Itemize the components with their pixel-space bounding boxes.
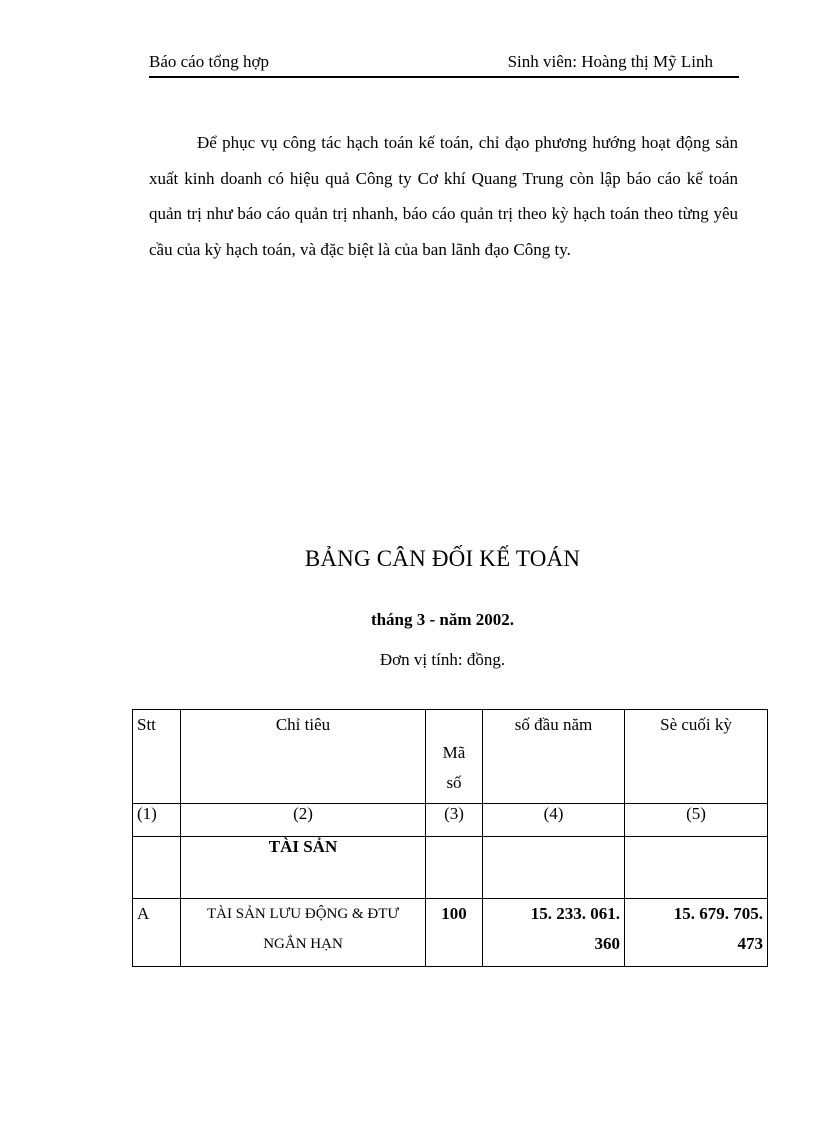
row-so-cuoi-ky: 15. 679. 705. 473 [625,899,768,967]
col-number: (1) [133,804,181,837]
page-header [149,52,739,78]
header-student-name: Sinh viên: Hoàng thị Mỹ Linh [507,52,713,71]
header-so-dau-nam: số đầu năm [483,710,625,804]
row-so-dau-nam: 15. 233. 061. 360 [483,899,625,967]
header-report-title: Báo cáo tổng hợp [149,52,269,71]
col-number: (2) [181,804,426,837]
col-number: (4) [483,804,625,837]
header-ma-so: Mã số [426,710,483,804]
col-number: (3) [426,804,483,837]
row-ma-so: 100 [426,899,483,967]
balance-sheet-unit: Đơn vị tính: đồng. [379,650,506,669]
header-stt: Stt [133,710,181,804]
section-row [133,837,768,899]
balance-sheet-table [132,709,768,967]
row-chi-tieu: TÀI SẢN LƯU ĐỘNG & ĐTƯ NGẮN HẠN [181,899,426,967]
table-row [133,899,768,967]
row-stt: A [133,899,181,967]
table-header-row [133,710,768,804]
balance-sheet-title: BẢNG CÂN ĐỐI KẾ TOÁN [304,546,581,571]
header-chi-tieu: Chỉ tiêu [181,710,426,804]
intro-paragraph: Để phục vụ công tác hạch toán kế toán, chỉ đạo phương hướng hoạt động sản xuất kinh doanh có hiệu quả Công ty Cơ khí Quang Trung còn lập báo cáo kế toán quản trị như báo cáo quản trị nhanh, báo cáo quản trị theo kỳ hạch toán theo từng yêu cầu của kỳ hạch toán, và đặc biệt là của ban lãnh đạo Công ty. [149,133,738,259]
section-label: TÀI SẢN [181,837,426,899]
header-so-cuoi-ky: Sè cuối kỳ [625,710,768,804]
column-number-row [133,804,768,837]
balance-sheet-period: tháng 3 - năm 2002. [370,610,515,629]
col-number: (5) [625,804,768,837]
